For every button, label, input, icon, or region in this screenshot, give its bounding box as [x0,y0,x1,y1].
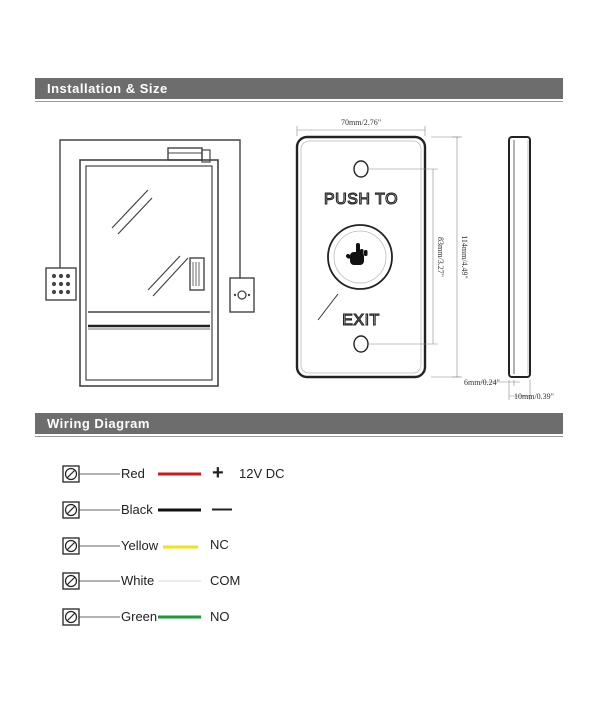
wire-function-green: NO [210,609,230,624]
magnetic-lock [168,148,202,160]
keypad-dots [52,274,70,294]
wire-label-black: Black [121,502,153,517]
wire-label-white: White [121,573,155,588]
exit-button-side-view [509,137,530,377]
positive-symbol: + [212,462,224,484]
wire-label-yellow: Yellow [121,538,159,553]
height-dimension: 114mm/4.49" [460,235,469,279]
installation-section-header: Installation & Size [35,78,563,99]
wire-function-white: COM [210,573,241,588]
negative-symbol: — [212,498,232,520]
door-frame [80,160,218,386]
wire-label-green: Green [121,609,158,624]
wire-function-red: 12V DC [239,466,285,481]
total-depth-dimension: 10mm/0.39" [514,392,554,401]
wall-exit-switch [230,278,254,312]
wire-label-red: Red [121,466,145,481]
wiring-section-header: Wiring Diagram [35,413,563,434]
panel-top-text: PUSH TO [323,191,399,208]
hole-spacing-dimension: 83mm/3.27" [436,237,445,277]
exit-button-front-view [297,137,425,377]
base-depth-dimension: 6mm/0.24" [464,378,500,387]
wire-function-yellow: NC [210,537,229,552]
width-dimension: 70mm/2.76" [341,118,381,127]
door-illustration [46,140,254,386]
panel-bottom-text: EXIT [342,312,380,329]
